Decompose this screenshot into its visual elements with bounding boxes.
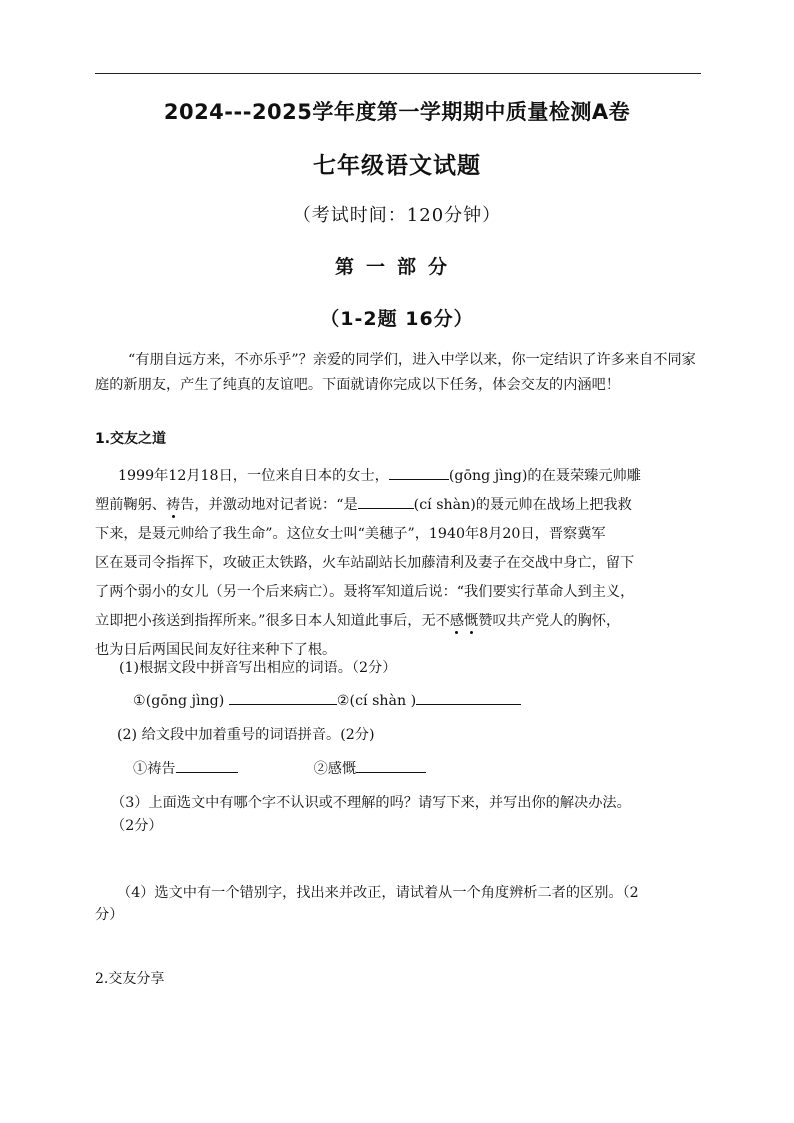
part-score: （1-2题 16分） <box>320 308 474 330</box>
section2-heading: 2.交友分享 <box>95 971 165 987</box>
q2-item2-label: ②感慨 <box>313 761 357 777</box>
story-line-5: 了两个弱小的女儿（另一个后来病亡）。聂将军知道后说：“我们要实行革命人到主义， <box>95 584 635 600</box>
q1-item2-blank[interactable] <box>416 690 521 705</box>
question-1-prompt: (1)根据文段中拼音写出相应的词语。（2分） <box>119 660 397 676</box>
question-2-prompt: (2) 给文段中加着重号的词语拼音。(2分) <box>117 727 375 743</box>
section1-heading: 1.交友之道 <box>95 431 167 447</box>
q2-item1-blank[interactable] <box>176 758 238 773</box>
question-2-answers <box>133 758 426 778</box>
header-rule <box>95 73 701 74</box>
question-3-score: （2分） <box>111 818 163 834</box>
emphasis-char: 感 <box>449 613 465 629</box>
answer-blank-gongjing[interactable] <box>389 465 449 480</box>
story-line-6: 立即把小孩送到指挥所来。”很多日本人知道此事后，无不感慨赞叹共产党人的胸怀， <box>95 613 621 629</box>
exam-title: 2024---2025学年度第一学期期中质量检测A卷 <box>163 100 631 124</box>
q2-item2-blank[interactable] <box>356 758 426 773</box>
exam-subtitle: 七年级语文试题 <box>313 153 481 179</box>
q2-item1-label: ①祷告 <box>133 761 176 777</box>
part-heading: 第一部分 <box>334 256 459 278</box>
q1-item1-blank[interactable] <box>229 690 337 705</box>
emphasis-char: 慨 <box>464 613 479 629</box>
intro-paragraph: “有朋自远方来，不亦乐乎”？亲爱的同学们，进入中学以来，你一定结识了许多来自不同家庭的新朋友，产生了纯真的友谊吧。下面就请你完成以下任务，体会交友的内涵吧！ <box>95 352 696 393</box>
story-line-1: 1999年12月18日，一位来自日本的女士， (gōng jìng)的在聂荣臻元帅雕 <box>95 462 705 491</box>
story-line-2: 塑前鞠躬、祷告，并激动地对记者说：“是 (cí shàn)的聂元帅在战场上把我救 <box>95 491 705 520</box>
question-4-prompt: （4）选文中有一个错别字，找出来并改正，请试着从一个角度辨析二者的区别。（2 <box>117 885 639 901</box>
story-paragraph <box>95 462 705 665</box>
question-4-score: 分） <box>95 907 124 923</box>
answer-blank-cishan[interactable] <box>358 494 414 509</box>
story-line-4: 区在聂司令指挥下，攻破正太铁路，火车站副站长加藤清利及妻子在交战中身亡，留下 <box>95 555 635 571</box>
q1-item1-label: ①(gōng jìng) <box>133 693 225 709</box>
q1-item2-label: ②(cí shàn ) <box>336 693 417 709</box>
exam-time: （考试时间：120分钟） <box>292 205 502 226</box>
question-1-answers <box>133 690 521 709</box>
story-line-7: 也为日后两国民间友好往来种下了根。 <box>95 642 337 658</box>
question-3-prompt: （3）上面选文中有哪个字不认识或不理解的吗？请写下来，并写出你的解决办法。 <box>111 795 631 811</box>
emphasis-char: 祷 <box>165 497 181 513</box>
story-line-3: 下来，是聂元帅给了我生命”。这位女士叫“美穗子”，1940年8月20日，晋察冀军 <box>95 526 606 542</box>
